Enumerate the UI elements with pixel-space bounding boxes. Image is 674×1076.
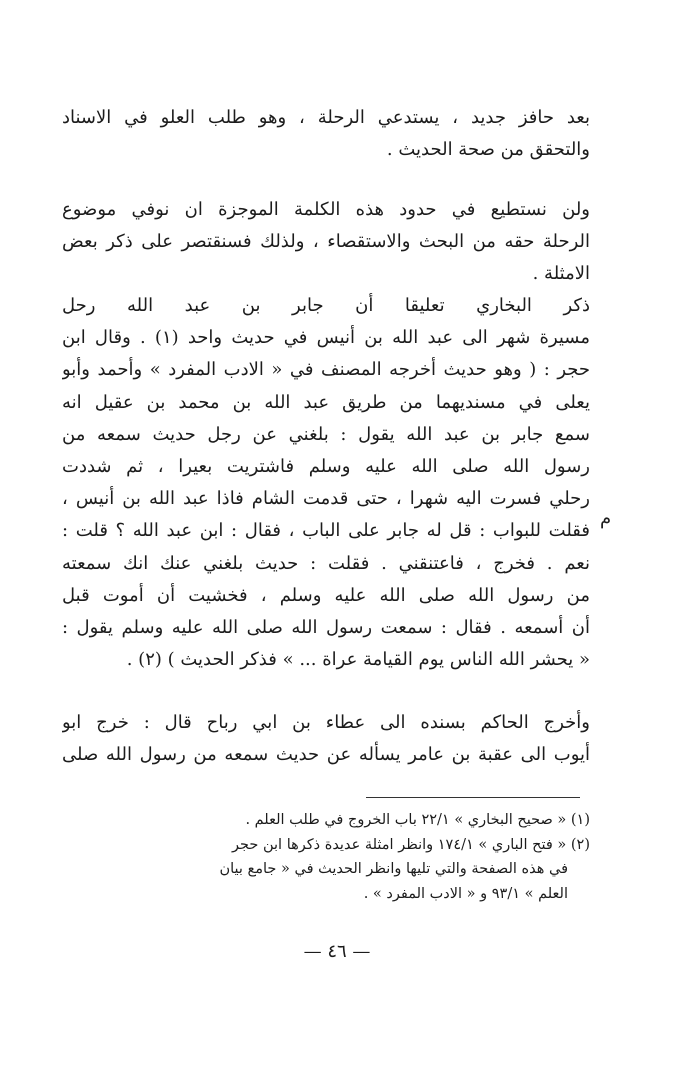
text-line: أيوب الى عقبة بن عامر يسأله عن حديث سمعه من رسول الله صلى: [62, 744, 590, 766]
text-line: نعم . فخرج ، فاعتنقني . فقلت : حديث بلغني عنك انك سمعته: [62, 552, 590, 574]
paragraph-2: [62, 194, 590, 291]
paragraph-1: [62, 102, 590, 166]
footnote-2-continued: في هذه الصفحة والتي تليها وانظر الحديث في « جامع بيان: [219, 861, 568, 878]
paragraph-3: [62, 290, 590, 676]
text-line: رسول الله صلى الله عليه وسلم فاشتريت بعيرا ، ثم شددت: [62, 455, 590, 477]
footnote-2-continued: العلم » ٩٣/١ و « الادب المفرد » .: [363, 885, 568, 902]
text-line: بعد حافز جديد ، يستدعي الرحلة ، وهو طلب العلو في الاسناد: [62, 107, 590, 128]
text-line: فقلت للبواب : قل له جابر على الباب ، فقال : ابن عبد الله ؟ قلت :: [62, 520, 590, 542]
text-line: « يحشر الله الناس يوم القيامة عراة ... » فذكر الحديث ) (٢) .: [126, 649, 590, 671]
footnote-2: (٢) « فتح الباري » ١٧٤/١ وانظر امثلة عديدة ذكرها ابن حجر: [232, 836, 590, 853]
text-line: حجر : ( وهو حديث أخرجه المصنف في « الادب المفرد » وأحمد وأبو: [62, 359, 590, 381]
text-line: يعلى في مسنديهما من طريق عبد الله بن محمد بن عقيل انه: [62, 391, 590, 413]
margin-annotation: م: [600, 508, 612, 529]
text-line: أن أسمعه . فقال : سمعت رسول الله صلى الله عليه وسلم يقول :: [62, 616, 590, 638]
text-line: وأخرج الحاكم بسنده الى عطاء بن ابي رباح قال : خرج ابو: [62, 712, 590, 733]
page-number: — ٤٦ —: [303, 941, 371, 962]
text-line: الامثلة .: [532, 263, 590, 285]
footnotes: [62, 808, 590, 906]
text-line: رحلي فسرت اليه شهرا ، حتى قدمت الشام فاذا عبد الله بن أنيس ،: [62, 488, 590, 510]
text-line: سمع جابر بن عبد الله يقول : بلغني عن رجل حديث سمعه من: [62, 423, 590, 445]
text-line: ولن نستطيع في حدود هذه الكلمة الموجزة ان نوفي موضوع: [62, 199, 590, 220]
footnote-1: (١) « صحيح البخاري » ٢٢/١ باب الخروج في طلب العلم .: [245, 812, 590, 828]
text-line: من رسول الله صلى الله عليه وسلم ، فخشيت أن أموت قبل: [62, 584, 590, 606]
page-body: [62, 96, 590, 1056]
text-line: ذكر البخاري تعليقا أن جابر بن عبد الله رحل: [62, 295, 590, 316]
text-line: والتحقق من صحة الحديث .: [386, 139, 590, 161]
footnote-separator: [366, 797, 580, 798]
text-line: الرحلة حقه من البحث والاستقصاء ، ولذلك فسنقتصر على ذكر بعض: [62, 231, 590, 253]
text-line: مسيرة شهر الى عبد الله بن أنيس في حديث واحد (١) . وقال ابن: [62, 327, 590, 349]
paragraph-4: [62, 707, 590, 771]
